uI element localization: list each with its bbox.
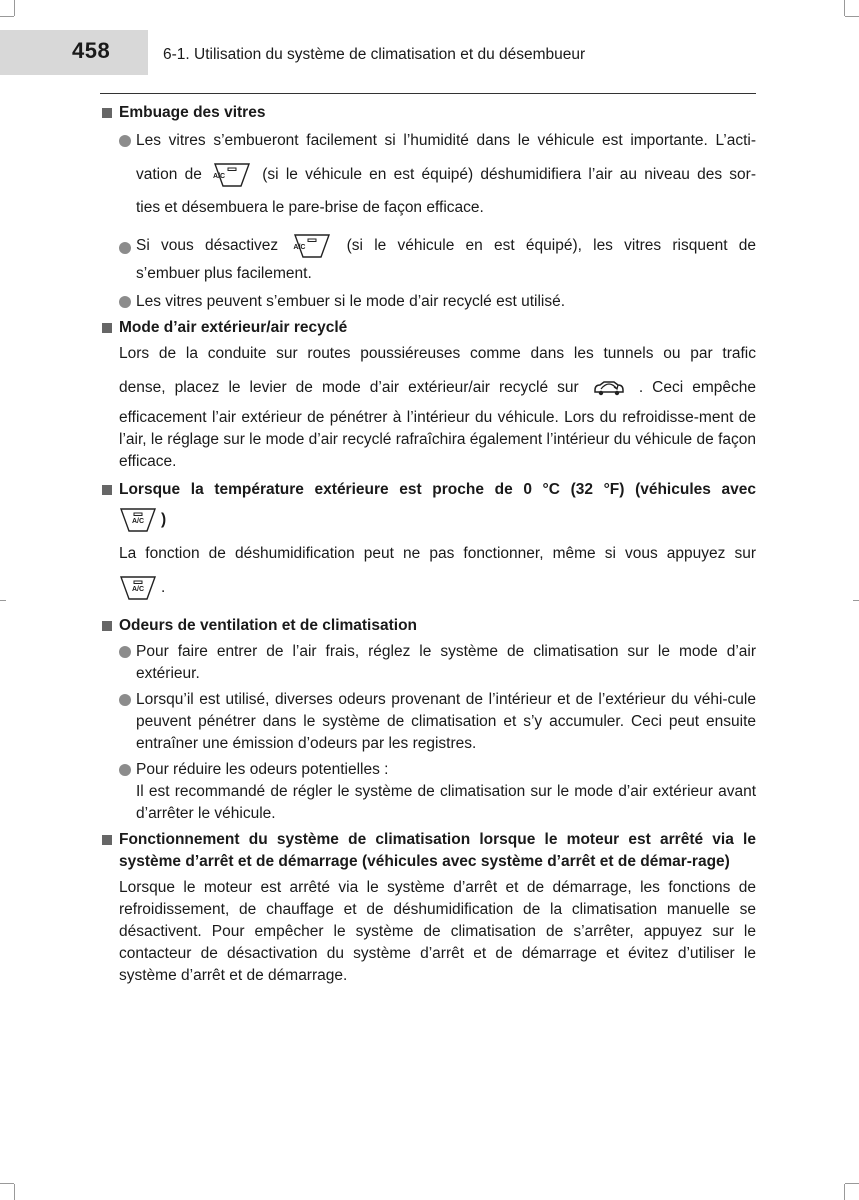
section-low-temperature xyxy=(100,479,756,601)
circle-bullet-icon xyxy=(119,135,131,147)
bullet-text: ties et désembuera le pare-brise de façon efficace. xyxy=(136,199,484,216)
bullet-text: Pour réduire les odeurs potentielles : xyxy=(136,761,389,778)
bullet-item xyxy=(100,130,756,219)
section-odors xyxy=(100,615,756,825)
chapter-title: 6-1. Utilisation du système de climatisation et du désembueur xyxy=(163,46,586,63)
paragraph-text: efficacement l’air extérieur de pénétrer à l’intérieur du véhicule. Lors du refroidisse-ment de l’air, le réglage sur le mode d’air recyclé rafraîchira également l’intérieur du véhicule de façon efficace. xyxy=(119,409,756,470)
paragraph xyxy=(100,343,756,473)
paragraph-line xyxy=(119,575,756,601)
square-bullet-icon xyxy=(102,108,112,118)
circle-bullet-icon xyxy=(119,646,131,658)
bullet-text: Pour faire entrer de l’air frais, réglez le système de climatisation sur le mode d’air extérieur. xyxy=(136,643,756,682)
bullet-text: Les vitres s’embueront facilement si l’humidité dans le véhicule est importante. L’acti- xyxy=(136,132,756,149)
page-number: 458 xyxy=(72,38,111,63)
ac-button-icon xyxy=(293,233,331,259)
bullet-text: Lorsqu’il est utilisé, diverses odeurs provenant de l’intérieur et de l’extérieur du véhi-cule peuvent pénétrer dans le système de climatisation et s’y accumuler. Ceci peut ensuite entraîner une émission d’odeurs par les registres. xyxy=(136,691,756,752)
section-title xyxy=(100,479,756,501)
bullet-item xyxy=(100,689,756,755)
paragraph-text: La fonction de déshumidification peut ne pas fonctionner, même si vous appuyez sur xyxy=(119,545,756,562)
paragraph-text: dense, placez le levier de mode d’air extérieur/air recyclé sur xyxy=(119,379,579,396)
ac-button-icon xyxy=(213,162,251,188)
section-title-text: Lorsque la température extérieure est proche de 0 °C (32 °F) (véhicules avec xyxy=(119,481,756,498)
crop-mark xyxy=(845,1183,859,1184)
square-bullet-icon xyxy=(102,323,112,333)
circle-bullet-icon xyxy=(119,764,131,776)
crop-mark xyxy=(14,1184,15,1200)
crop-mark xyxy=(0,600,6,601)
recirculated-air-icon xyxy=(591,379,627,397)
paragraph xyxy=(100,877,756,987)
paragraph-text: . Ceci empêche xyxy=(638,379,756,396)
paragraph xyxy=(100,543,756,601)
square-bullet-icon xyxy=(102,621,112,631)
ac-icon-label: A/C xyxy=(131,518,145,525)
section-title xyxy=(100,317,756,339)
bullet-text: (si le véhicule en est équipé), les vitres risquent de xyxy=(346,237,756,255)
circle-bullet-icon xyxy=(119,694,131,706)
header-rule xyxy=(100,93,756,94)
section-stop-start xyxy=(100,829,756,987)
paragraph-text: Lors de la conduite sur routes poussiéreuses comme dans les tunnels ou par trafic xyxy=(119,345,756,362)
section-title-text: Fonctionnement du système de climatisation lorsque le moteur est arrêté via le système d’arrêt et de démarrage (véhicules avec système d’arrêt et de démar-rage) xyxy=(119,831,756,870)
page-header xyxy=(0,0,859,80)
bullet-item xyxy=(100,233,756,285)
ac-button-icon xyxy=(119,507,157,533)
section-title xyxy=(100,829,756,873)
bullet-text: s’embuer plus facilement. xyxy=(136,265,312,282)
paragraph-text: . xyxy=(161,579,166,597)
paragraph-text: Lorsque le moteur est arrêté via le système d’arrêt et de démarrage, les fonctions de refroidissement, de chauffage et de déshumidification de la climatisation manuelle se désactivent. Pour empêcher le système de climatisation de s’arrêter, appuyez sur le contacteur de désactivation du système d’arrêt et de démarrage et évitez d’utiliser le système d’arrêt et de démarrage. xyxy=(119,879,756,984)
page-content xyxy=(100,102,756,987)
section-fogging xyxy=(100,102,756,313)
bullet-item xyxy=(100,291,756,313)
section-title-text: ) xyxy=(161,511,167,529)
square-bullet-icon xyxy=(102,485,112,495)
crop-mark xyxy=(853,600,859,601)
bullet-text: vation de xyxy=(136,166,202,184)
bullet-text: Les vitres peuvent s’embuer si le mode d’air recyclé est utilisé. xyxy=(136,293,566,310)
section-air-mode xyxy=(100,317,756,473)
circle-bullet-icon xyxy=(119,296,131,308)
bullet-item xyxy=(100,641,756,685)
bullet-text: Il est recommandé de régler le système de climatisation sur le mode d’air extérieur avant d’arrêter le véhicule. xyxy=(136,783,756,822)
circle-bullet-icon xyxy=(119,242,131,254)
paragraph-line xyxy=(119,377,756,399)
square-bullet-icon xyxy=(102,835,112,845)
crop-mark xyxy=(0,1183,14,1184)
section-title-text: Mode d’air extérieur/air recyclé xyxy=(119,319,348,336)
crop-mark xyxy=(844,1184,845,1200)
bullet-text-line xyxy=(136,162,756,188)
ac-icon-label: A/C xyxy=(293,244,306,251)
section-title-text: Embuage des vitres xyxy=(119,104,266,121)
section-title-text: Odeurs de ventilation et de climatisation xyxy=(119,617,418,634)
ac-icon-label: A/C xyxy=(131,586,145,593)
section-title-continued xyxy=(100,507,756,533)
ac-button-icon xyxy=(119,575,157,601)
bullet-item xyxy=(100,759,756,825)
bullet-text: (si le véhicule en est équipé) déshumidifiera l’air au niveau des sor- xyxy=(262,166,756,184)
bullet-text-line xyxy=(136,233,756,259)
ac-icon-label: A/C xyxy=(213,173,226,180)
section-title xyxy=(100,615,756,637)
section-title xyxy=(100,102,756,124)
bullet-text: Si vous désactivez xyxy=(136,237,279,255)
